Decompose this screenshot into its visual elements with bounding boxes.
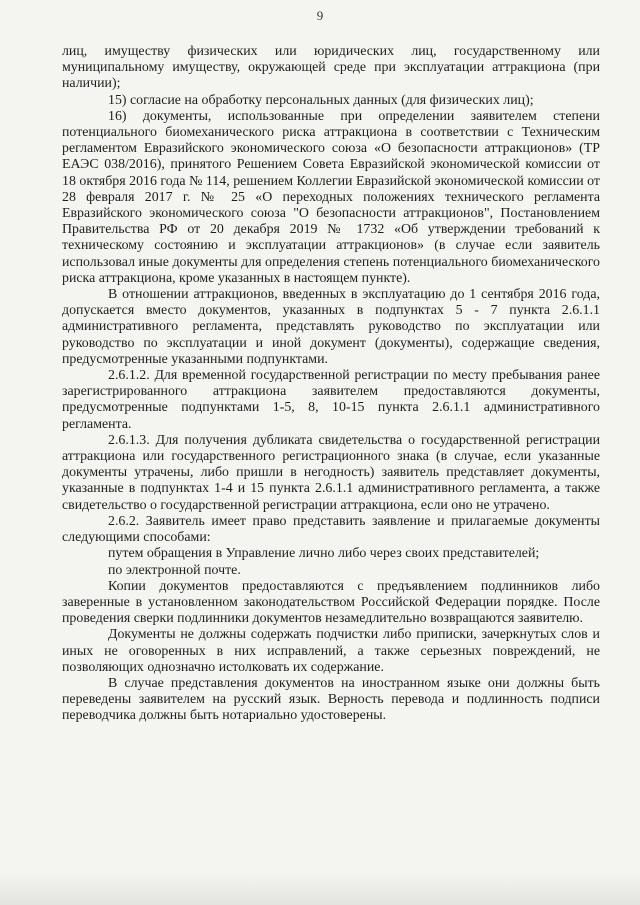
document-body bbox=[62, 44, 600, 725]
paragraph-method-email: по электронной почте. bbox=[108, 562, 241, 578]
paragraph-2-6-1-2: 2.6.1.2. Для временной государственной регистрации по месту пребывания ранее зарегистрированного аттракциона заявителем предоставляются документы, предусмотренные подпунктами 1-5, 8, 10-15 пункта 2.6.1.1 административного регламента. bbox=[62, 368, 600, 432]
paragraph-foreign-language: В случае представления документов на иностранном языке они должны быть переведены заявителем на русский язык. Верность перевода и подлинность подписи переводчика должны быть нотариально удостоверены. bbox=[62, 675, 600, 724]
paragraph-item-16: 16) документы, использованные при определении заявителем степени потенциального биомеханического риска аттракциона в соответствии с Техническим регламентом Евразийского экономического союза «О безопасности аттракционов» (ТР ЕАЭС 038/2016), принятого Решением Совета Евразийской экономической комиссии от 18 октября 2016 года № 114, решением Коллегии Евразийской экономической комиссии от 28 февраля 2017 г. № 25 «О переходных положениях технического регламента Евразийского экономического союза "О безопасности аттракционов", Постановлением Правительства РФ от 20 декабря 2019 № 1732 «Об утверждении требований к техническому состоянию и эксплуатации аттракционов» (в случае если заявитель использовал иные документы для определения степень потенциального биомеханического риска аттракциона, кроме указанных в настоящем пункте). bbox=[62, 108, 600, 286]
paragraph-no-corrections: Документы не должны содержать подчистки либо приписки, зачеркнутых слов и иных не оговоренных в них исправлений, а также серьезных повреждений, не позволяющих однозначно истолковать их содержание. bbox=[62, 627, 600, 675]
paragraph-2-6-2: 2.6.2. Заявитель имеет право представить заявление и прилагаемые документы следующими способами: bbox=[62, 513, 600, 546]
page-number: 9 bbox=[316, 8, 324, 23]
paragraph-before-2016: В отношении аттракционов, введенных в эксплуатацию до 1 сентября 2016 года, допускается вместо документов, указанных в подпунктах 5 - 7 пункта 2.6.1.1 административного регламента, представлять руководство по эксплуатации или руководство по эксплуатации и иной документ (документы), содержащие сведения, предусмотренные указанными подпунктами. bbox=[62, 287, 600, 367]
paragraph-2-6-1-3: 2.6.1.3. Для получения дубликата свидетельства о государственной регистрации аттракциона или государственного регистрационного знака (в случае, если указанные документы утрачены, либо пришли в негодность) заявитель представляет документы, указанные в подпунктах 1-4 и 15 пункта 2.6.1.1 административного регламента, а также свидетельство о государственной регистрации аттракциона, если оно не утрачено. bbox=[62, 432, 600, 513]
paragraph-method-in-person: путем обращения в Управление лично либо через своих представителей; bbox=[108, 546, 540, 562]
paragraph-copies: Копии документов предоставляются с предъявлением подлинников либо заверенные в установленном законодательством Российской Федерации порядке. После проведения сверки подлинники документов незамедлительно возвращаются заявителю. bbox=[62, 578, 600, 627]
scan-bottom-shade bbox=[0, 872, 640, 905]
paragraph-item-15: 15) согласие на обработку персональных данных (для физических лиц); bbox=[108, 92, 534, 108]
paragraph-damage-continuation: лиц, имуществу физических или юридических лиц, государственному или муниципальному имуществу, окружающей среде при эксплуатации аттракциона (при наличии); bbox=[62, 44, 600, 92]
